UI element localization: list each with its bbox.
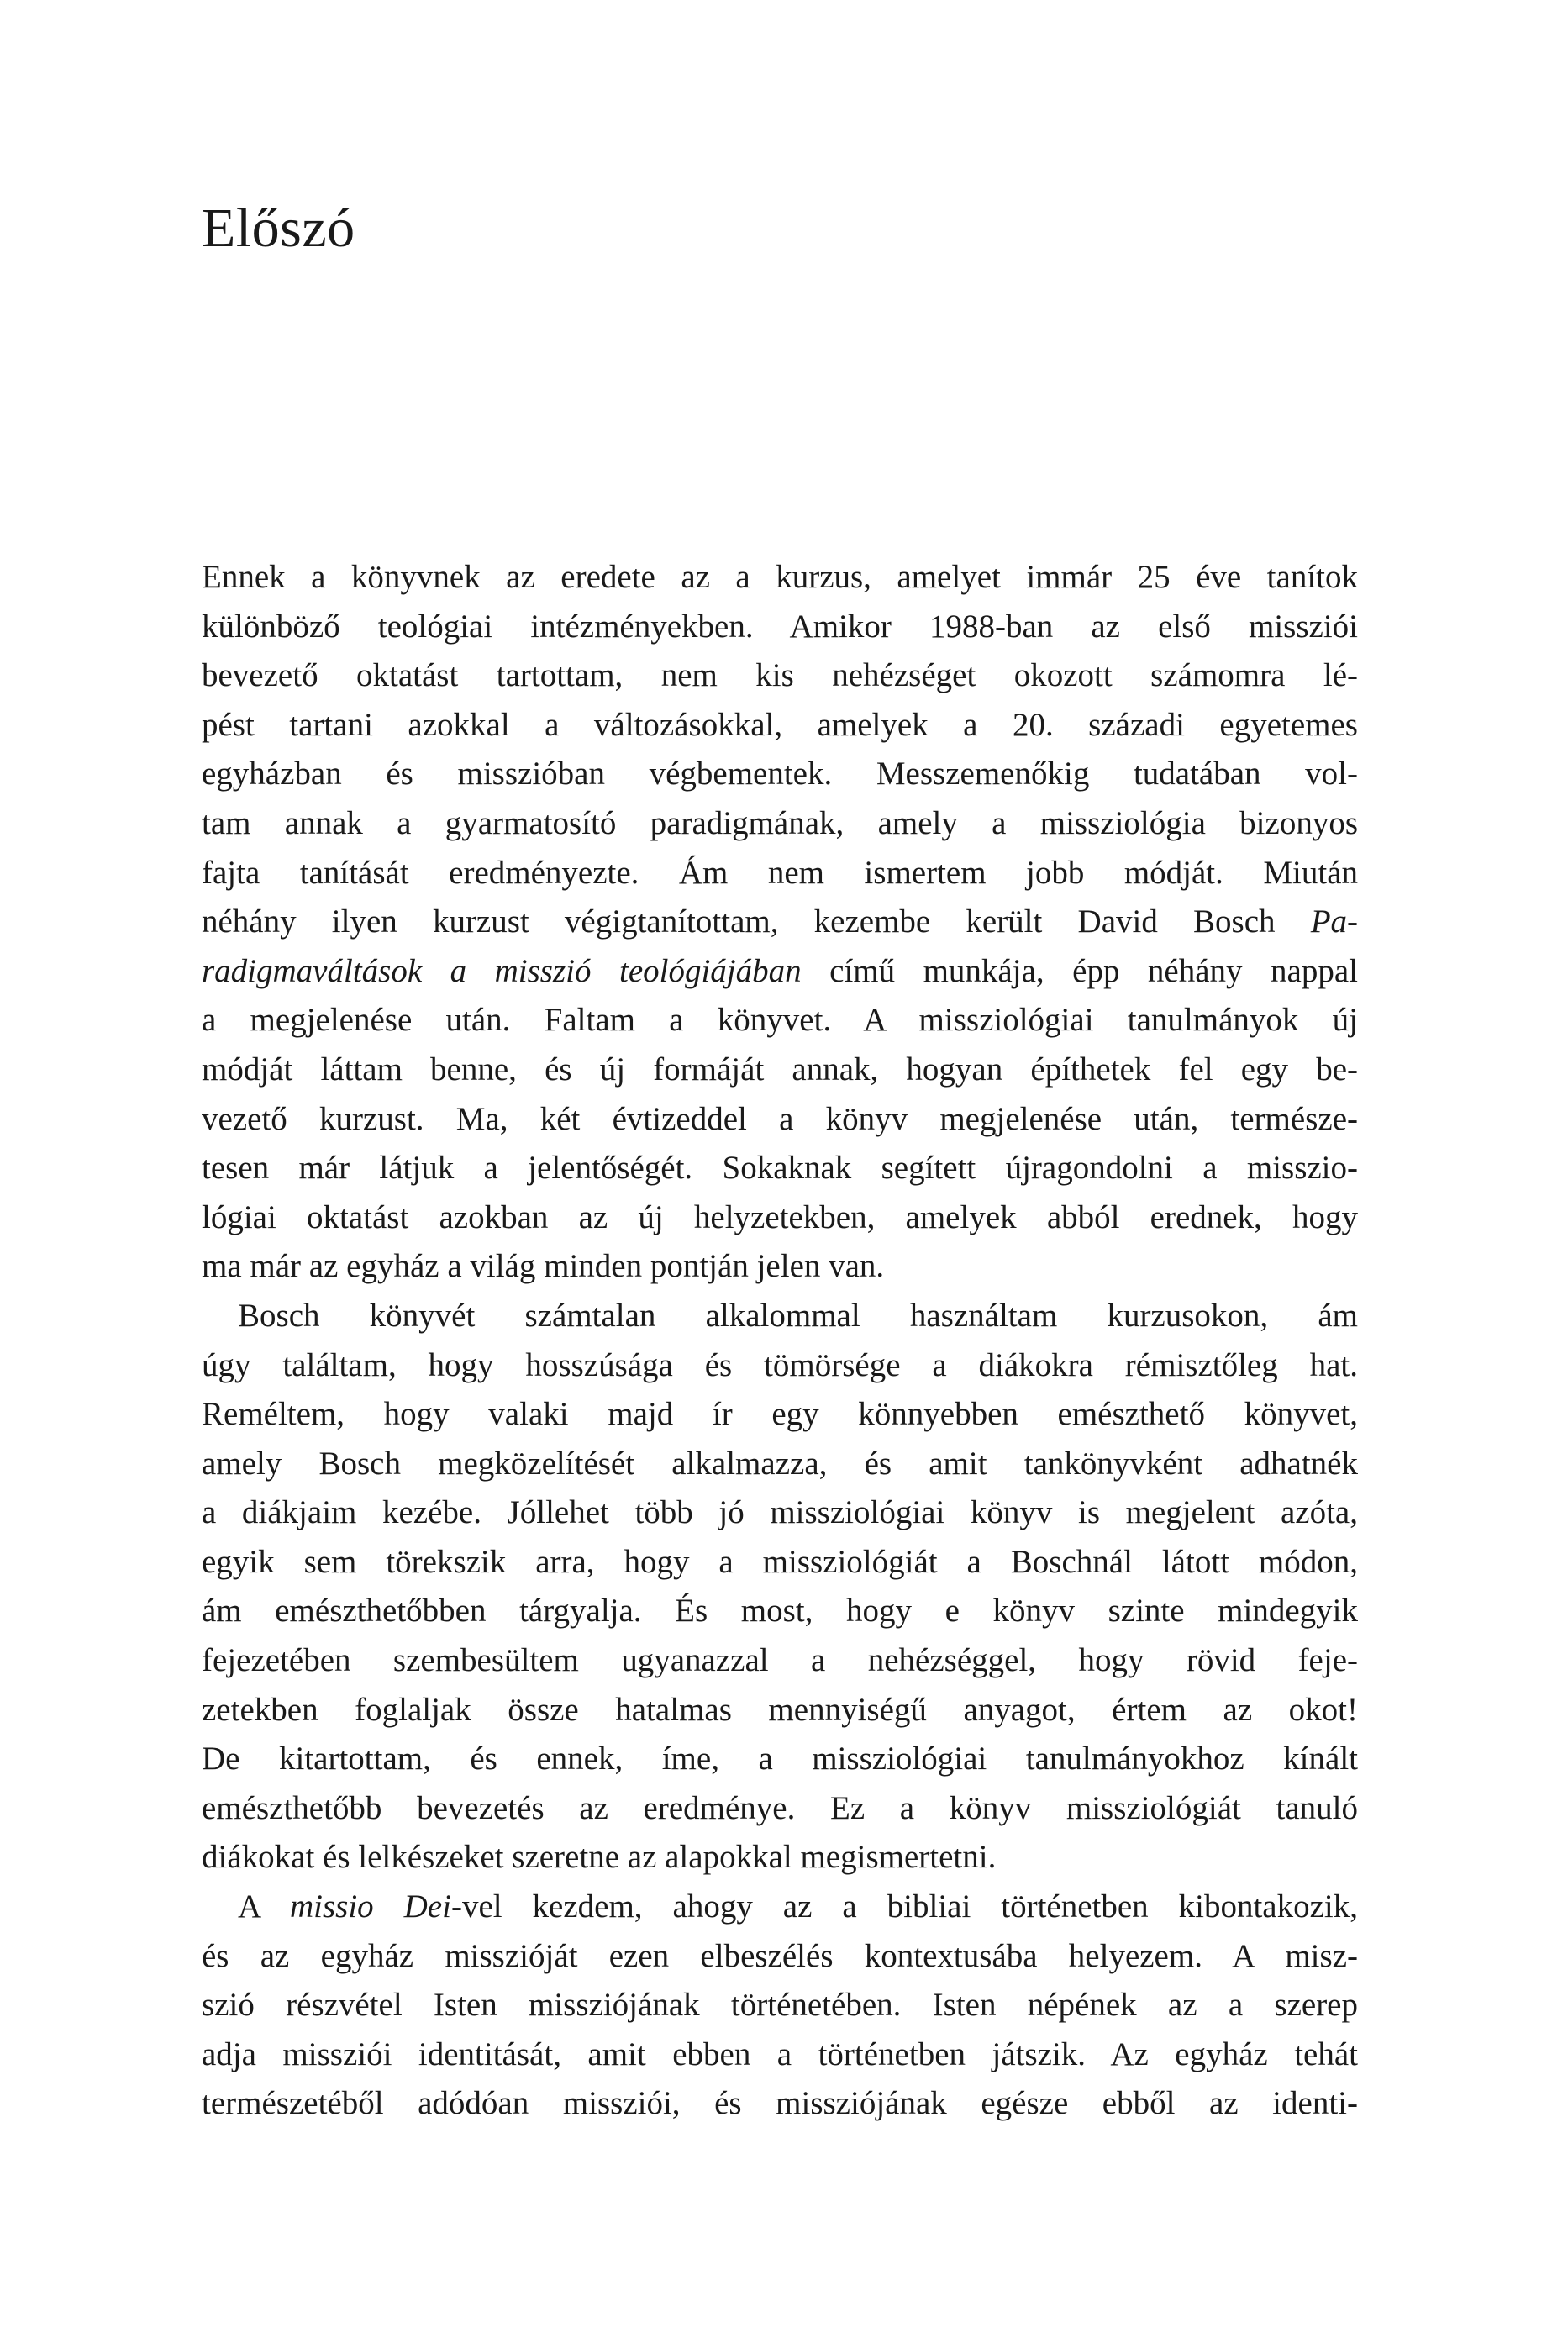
line-text: adja missziói identitását, amit ebben a történetben játszik. Az egyház tehát <box>202 2035 1358 2072</box>
line-text: és az egyház misszióját ezen elbeszélés kontextusába helyezem. A misz- <box>202 1937 1358 1974</box>
text-line <box>202 1341 1358 1391</box>
line-text: Reméltem, hogy valaki majd ír egy könnyebben emészthető könyvet, <box>202 1396 1358 1433</box>
line-text: a megjelenése után. Faltam a könyvet. A missziológiai tanulmányok új <box>202 1002 1358 1039</box>
text-line <box>202 651 1358 701</box>
text-line <box>202 2030 1358 2080</box>
text-line <box>202 1242 1358 1292</box>
line-text: tesen már látjuk a jelentőségét. Sokaknak segített újragondolni a misszio- <box>202 1150 1358 1187</box>
text-line <box>202 1587 1358 1636</box>
text-line <box>202 750 1358 799</box>
line-text: Bosch könyvét számtalan alkalommal használtam kurzusokon, ám <box>238 1297 1358 1334</box>
text-line <box>202 1686 1358 1735</box>
italic-text: Pa- <box>1310 903 1358 940</box>
line-text: szió részvétel Isten missziójának történetében. Isten népének az a szerep <box>202 1987 1358 2024</box>
line-text: úgy találtam, hogy hosszúsága és tömörsége a diákokra rémisztőleg hat. <box>202 1346 1358 1383</box>
text-line <box>202 1390 1358 1440</box>
text-line <box>202 553 1358 603</box>
line-text: vezető kurzust. Ma, két évtizeddel a könyv megjelenése után, természe- <box>202 1100 1358 1137</box>
line-text: című munkája, épp néhány nappal <box>801 952 1358 989</box>
text-line <box>202 1883 1358 1932</box>
text-line <box>202 1932 1358 1982</box>
line-text: emészthetőbb bevezetés az eredménye. Ez a könyv missziológiát tanuló <box>202 1789 1358 1826</box>
line-text: a diákjaim kezébe. Jóllehet több jó missziológiai könyv is megjelent azóta, <box>202 1494 1358 1531</box>
text-line <box>202 1636 1358 1686</box>
text-line <box>202 2079 1358 2129</box>
italic-text: missio Dei <box>289 1888 451 1925</box>
text-line <box>202 1538 1358 1588</box>
line-text: egyházban és misszióban végbementek. Messzemenőkig tudatában vol- <box>202 756 1358 793</box>
text-line <box>202 1981 1358 2030</box>
text-line <box>202 849 1358 898</box>
line-text: különböző teológiai intézményekben. Amikor 1988-ban az első missziói <box>202 608 1358 645</box>
line-text: A <box>238 1888 290 1925</box>
line-text: módját láttam benne, és új formáját annak, hogyan építhetek fel egy be- <box>202 1051 1358 1088</box>
line-text: fajta tanítását eredményezte. Ám nem ismertem jobb módját. Miután <box>202 854 1358 891</box>
line-text: De kitartottam, és ennek, íme, a missziológiai tanulmányokhoz kínált <box>202 1741 1358 1777</box>
text-line <box>202 996 1358 1045</box>
text-line <box>202 701 1358 750</box>
page-title: Előszó <box>202 197 355 259</box>
text-line <box>202 947 1358 997</box>
line-text: pést tartani azokkal a változásokkal, amelyek a 20. századi egyetemes <box>202 706 1358 743</box>
line-text: -vel kezdem, ahogy az a bibliai történetben kibontakozik, <box>450 1888 1359 1925</box>
line-text: egyik sem törekszik arra, hogy a missziológiát a Boschnál látott módon, <box>202 1543 1358 1580</box>
line-text: néhány ilyen kurzust végigtanítottam, kezembe került David Bosch <box>202 903 1311 940</box>
text-line <box>202 1735 1358 1784</box>
text-line <box>202 898 1358 947</box>
text-line <box>202 1045 1358 1095</box>
line-text: Ennek a könyvnek az eredete az a kurzus, amelyet immár 25 éve tanítok <box>202 559 1358 595</box>
italic-text: radigmaváltások a misszió teológiájában <box>202 952 802 989</box>
text-line <box>202 799 1358 849</box>
text-line <box>202 1144 1358 1193</box>
line-text: természetéből adódóan missziói, és missziójának egésze ebből az identi- <box>202 2085 1358 2122</box>
text-line <box>202 1193 1358 1243</box>
text-line <box>202 1292 1358 1341</box>
line-text: amely Bosch megközelítését alkalmazza, és amit tankönyvként adhatnék <box>202 1445 1358 1482</box>
body-text <box>202 553 1358 2129</box>
line-text: ám emészthetőbben tárgyalja. És most, hogy e könyv szinte mindegyik <box>202 1593 1358 1630</box>
text-line <box>202 1440 1358 1489</box>
text-line <box>202 1488 1358 1538</box>
line-text: lógiai oktatást azokban az új helyzetekben, amelyek abból erednek, hogy <box>202 1198 1358 1235</box>
text-line <box>202 603 1358 652</box>
line-text: tam annak a gyarmatosító paradigmának, amely a missziológia bizonyos <box>202 804 1358 841</box>
line-text: zetekben foglaljak össze hatalmas mennyiségű anyagot, értem az okot! <box>202 1691 1358 1728</box>
text-line <box>202 1095 1358 1145</box>
line-text: ma már az egyház a világ minden pontján jelen van. <box>202 1248 885 1285</box>
text-line <box>202 1833 1358 1883</box>
text-line <box>202 1784 1358 1834</box>
line-text: diákokat és lelkészeket szeretne az alapokkal megismertetni. <box>202 1839 997 1876</box>
line-text: fejezetében szembesültem ugyanazzal a nehézséggel, hogy rövid feje- <box>202 1642 1358 1679</box>
line-text: bevezető oktatást tartottam, nem kis nehézséget okozott számomra lé- <box>202 657 1358 694</box>
